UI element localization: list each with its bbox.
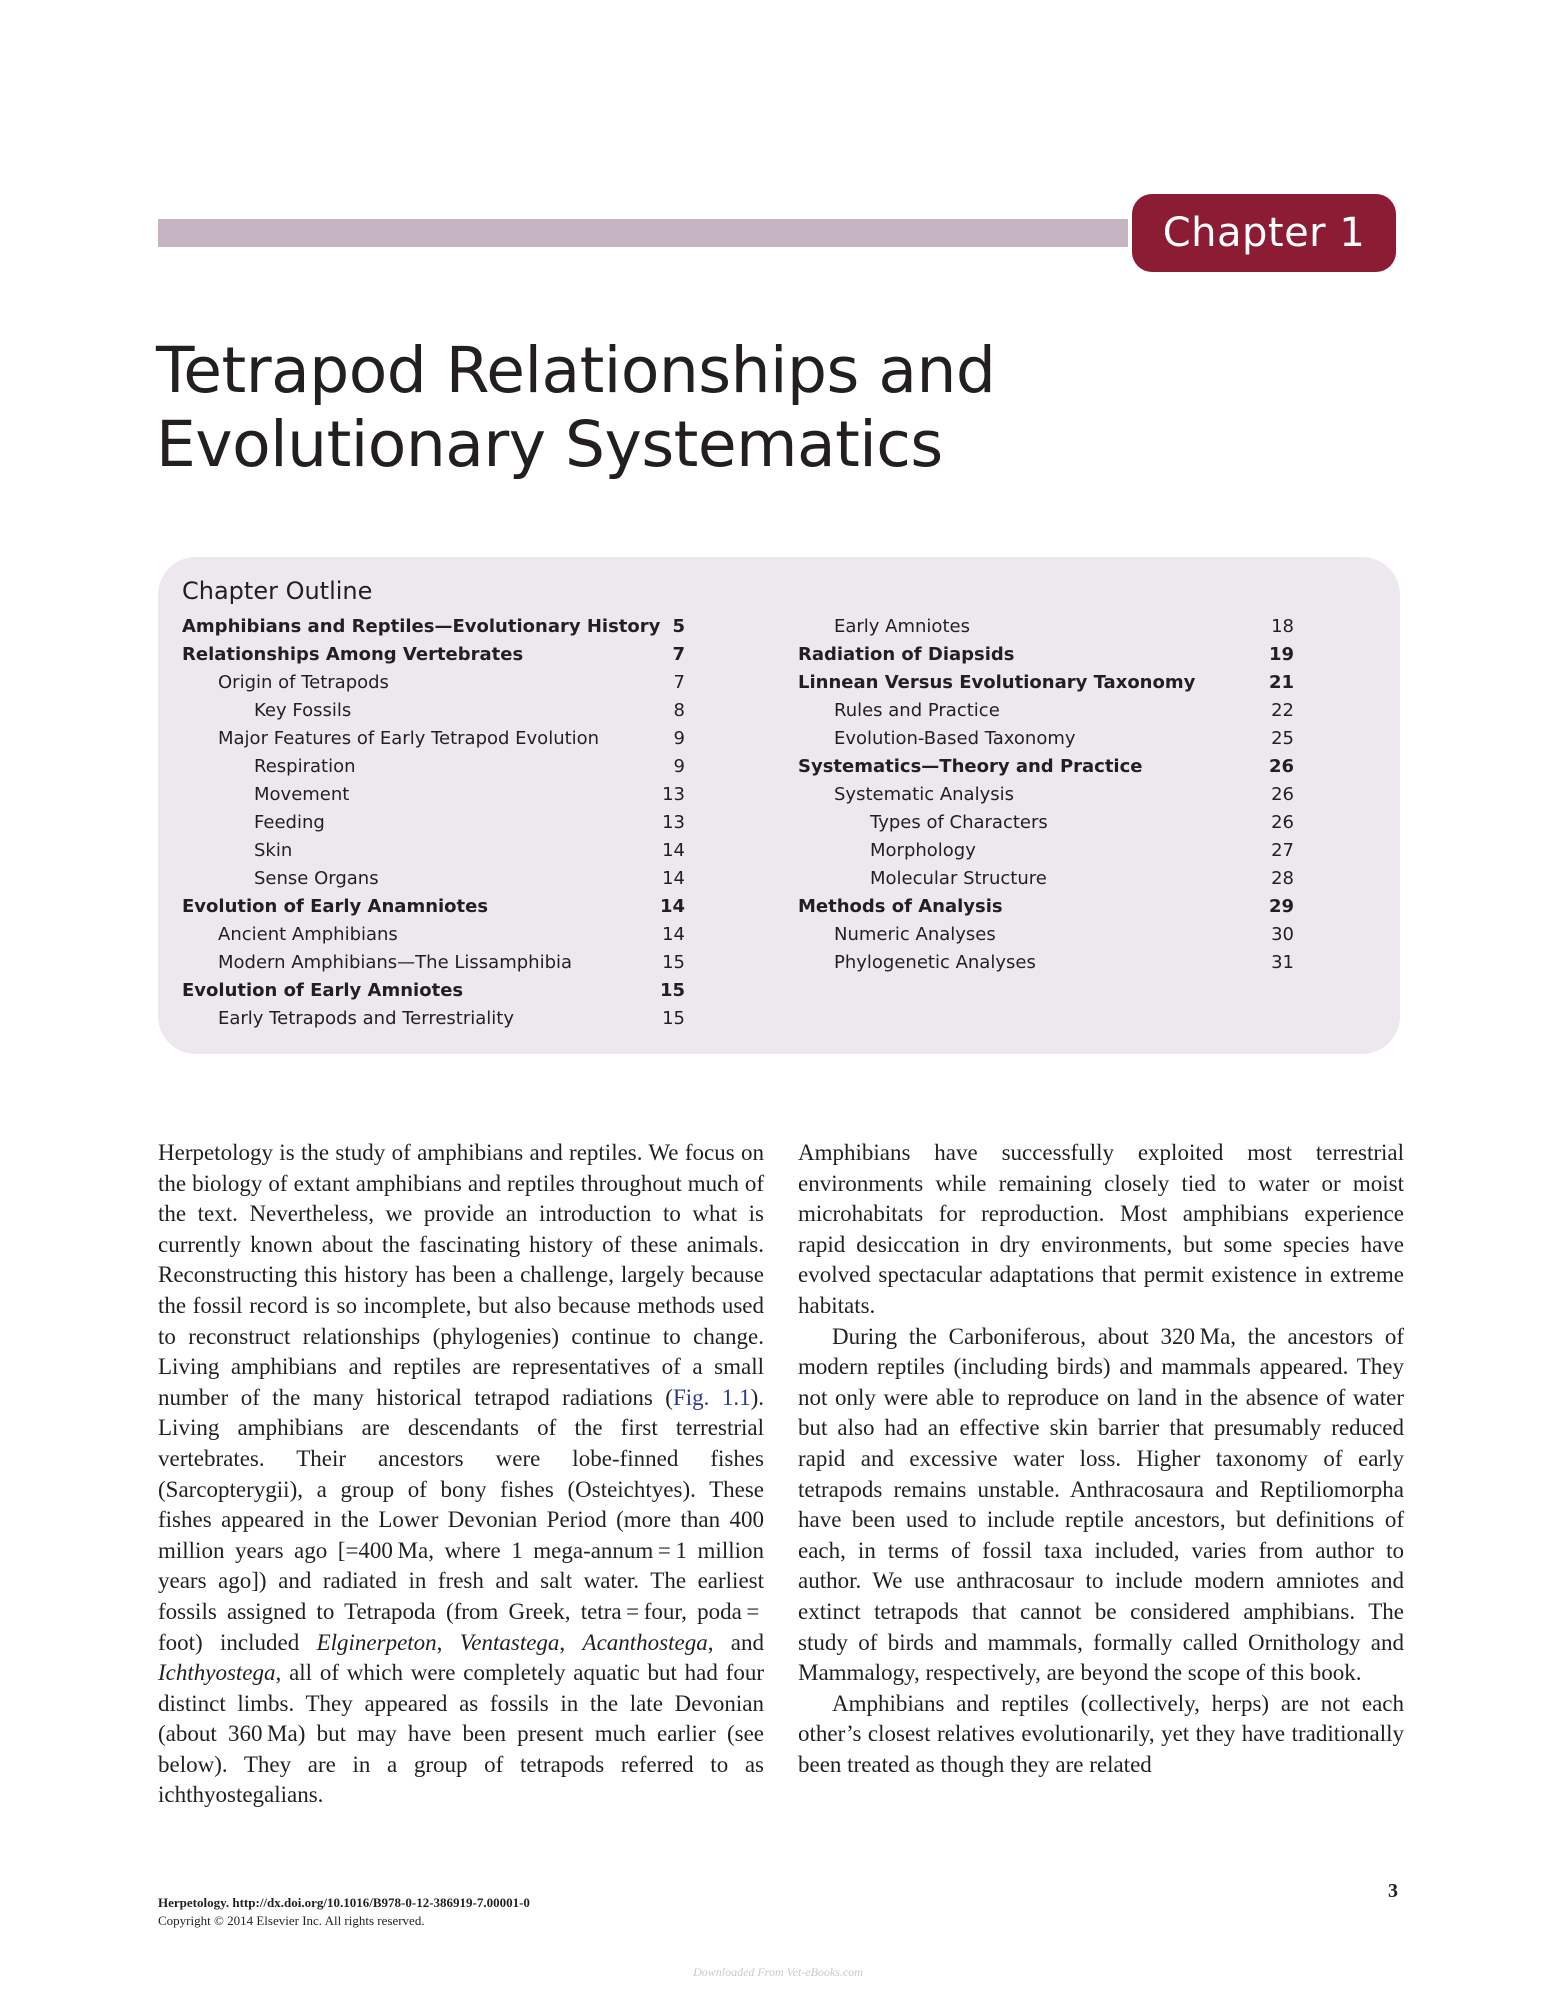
outline-entry[interactable] (798, 613, 1540, 641)
outline-entry[interactable] (798, 865, 1540, 893)
outline-entry-page: 21 (1268, 672, 1294, 693)
outline-right-column (798, 613, 1540, 977)
outline-entry-page: 31 (1271, 952, 1294, 973)
outline-entry[interactable] (798, 697, 1540, 725)
genus-name: Elginerpeton (316, 1629, 437, 1655)
outline-entry-page: 25 (1271, 728, 1294, 749)
outline-entry[interactable] (798, 753, 1540, 781)
outline-entry-page: 14 (662, 924, 685, 945)
chapter-outline-heading: Chapter Outline (182, 577, 373, 605)
outline-entry-label: Key Fossils (254, 700, 352, 721)
body-column-left (158, 1138, 764, 1811)
outline-entry-label: Linnean Versus Evolutionary Taxonomy (798, 672, 1196, 693)
outline-entry-page: 26 (1271, 812, 1294, 833)
outline-entry-page: 5 (672, 616, 685, 637)
outline-entry-page: 30 (1271, 924, 1294, 945)
outline-entry-page: 15 (662, 952, 685, 973)
outline-entry-page: 28 (1271, 868, 1294, 889)
outline-entry[interactable] (798, 837, 1540, 865)
chapter-header-bar (158, 219, 1128, 247)
outline-entry-page: 14 (662, 840, 685, 861)
outline-entry-label: Modern Amphibians—The Lissamphibia (218, 952, 573, 973)
outline-entry-label: Systematic Analysis (834, 784, 1014, 805)
outline-entry[interactable] (182, 977, 921, 1005)
body-paragraph: Amphibians and reptiles (collectively, herps) are not each other’s closest relatives evolutionarily, yet they have traditionally been treated as though they are related (798, 1690, 1404, 1777)
outline-entry-label: Evolution of Early Anamniotes (182, 896, 489, 917)
outline-entry-page: 14 (662, 868, 685, 889)
outline-entry-label: Ancient Amphibians (218, 924, 398, 945)
outline-entry[interactable] (182, 1005, 921, 1033)
outline-entry-label: Evolution-Based Taxonomy (834, 728, 1076, 749)
body-paragraph: Amphibians have successfully exploited most terrestrial environments while remaining closely tied to water or moist microhabitats for reproduction. Most amphibians experience rapid desiccation in dry environments, but some species have evolved spectacular adaptations that permit existence in extreme habitats. (798, 1140, 1404, 1318)
outline-entry-label: Feeding (254, 812, 325, 833)
outline-entry[interactable] (798, 921, 1540, 949)
outline-entry-label: Early Tetrapods and Terrestriality (218, 1008, 514, 1029)
outline-entry-label: Movement (254, 784, 350, 805)
outline-entry-label: Types of Characters (870, 812, 1048, 833)
outline-entry[interactable] (798, 725, 1540, 753)
outline-entry-page: 14 (659, 896, 685, 917)
outline-entry-label: Numeric Analyses (834, 924, 996, 945)
watermark: Downloaded From Vet-eBooks.com (693, 1965, 863, 1979)
outline-entry-label: Early Amniotes (834, 616, 970, 637)
body-column-right (798, 1138, 1404, 1780)
genus-name: Ichthyostega (158, 1660, 276, 1686)
outline-entry-label: Evolution of Early Amniotes (182, 980, 464, 1001)
outline-entry-page: 9 (673, 728, 685, 749)
outline-entry[interactable] (798, 781, 1540, 809)
figure-reference-link[interactable]: Fig. 1.1 (672, 1384, 751, 1410)
chapter-title-line-2: Evolutionary Systematics (156, 408, 943, 481)
outline-entry[interactable] (798, 641, 1540, 669)
outline-entry-page: 9 (673, 756, 685, 777)
outline-entry-label: Origin of Tetrapods (218, 672, 389, 693)
outline-entry-label: Systematics—Theory and Practice (798, 756, 1143, 777)
outline-entry-label: Skin (254, 840, 293, 861)
outline-entry-page: 13 (662, 784, 685, 805)
genus-name: Ventastega (459, 1629, 560, 1655)
outline-entry-label: Phylogenetic Analyses (834, 952, 1036, 973)
outline-entry-page: 22 (1271, 700, 1294, 721)
footer-doi[interactable]: Herpetology. http://dx.doi.org/10.1016/B978-0-12-386919-7.00001-0 (158, 1895, 530, 1910)
outline-entry-label: Major Features of Early Tetrapod Evolution (218, 728, 600, 749)
outline-entry[interactable] (798, 949, 1540, 977)
outline-entry-page: 15 (659, 980, 685, 1001)
outline-entry-label: Methods of Analysis (798, 896, 1003, 917)
outline-entry-page: 26 (1268, 756, 1294, 777)
outline-entry-label: Respiration (254, 756, 356, 777)
outline-entry-page: 8 (673, 700, 685, 721)
outline-entry-page: 19 (1268, 644, 1294, 665)
outline-entry-page: 7 (672, 644, 685, 665)
genus-name: Acanthostega (582, 1629, 708, 1655)
outline-entry-label: Morphology (870, 840, 976, 861)
chapter-outline-box (158, 557, 1400, 1054)
outline-entry-page: 18 (1271, 616, 1294, 637)
outline-entry-page: 15 (662, 1008, 685, 1029)
outline-entry-page: 27 (1271, 840, 1294, 861)
page-number: 3 (1388, 1880, 1398, 1902)
outline-entry-page: 26 (1271, 784, 1294, 805)
outline-entry[interactable] (798, 893, 1540, 921)
outline-entry-page: 29 (1268, 896, 1294, 917)
outline-entry-page: 13 (662, 812, 685, 833)
body-paragraph: Herpetology is the study of amphibians and reptiles. We focus on the biology of extant amphibians and reptiles throughout much of the text. Nevertheless, we provide an introduction to what is currently known about the fascinating history of these animals. Reconstructing this history has been a challenge, largely because the fossil record is so incomplete, but also because methods used to reconstruct relationships (phylogenies) continue to change. Living amphibians and reptiles are representatives of a small number of the many historical tetrapod radiations (Fig. 1.1). Living amphibians are descendants of the first terrestrial vertebrates. Their ancestors were lobe-finned fishes (Sarcopterygii), a group of bony fishes (Osteichtyes). These fishes appeared in the Lower Devonian Period (more than 400 million years ago [=400 Ma, where 1 mega-annum = 1 million years ago]) and radiated in fresh and salt water. The earliest fossils assigned to Tetrapoda (from Greek, tetra = four, poda = foot) included Elginerpeton, Ventastega, Acanthostega, and Ichthyostega, all of which were completely aquatic but had four distinct limbs. They appeared as fossils in the late Devonian (about 360 Ma) but may have been present much earlier (see below). They are in a group of tetrapods referred to as ichthyostegalians. (158, 1140, 765, 1808)
outline-entry-page: 7 (673, 672, 685, 693)
outline-entry-label: Sense Organs (254, 868, 379, 889)
chapter-title (156, 334, 1356, 482)
outline-entry-label: Rules and Practice (834, 700, 1000, 721)
footer-copyright: Copyright © 2014 Elsevier Inc. All rights reserved. (158, 1913, 425, 1928)
body-paragraph: During the Carboniferous, about 320 Ma, the ancestors of modern reptiles (including birds) and mammals appeared. They not only were able to reproduce on land in the absence of water but also had an effective skin barrier that presumably reduced rapid and excessive water loss. Higher taxonomy of early tetrapods remains unstable. Anthracosaura and Reptiliomorpha have been used to include reptile ancestors, but definitions of each, in terms of fossil taxa included, varies from author to author. We use anthracosaur to include modern amniotes and extinct tetrapods that cannot be considered amphibians. The study of birds and mammals, formally called Ornithology and Mammalogy, respectively, are beyond the scope of this book. (798, 1323, 1404, 1686)
outline-entry-label: Amphibians and Reptiles—Evolutionary History (182, 616, 661, 637)
outline-entry-label: Molecular Structure (870, 868, 1047, 889)
chapter-label: Chapter 1 (1132, 194, 1396, 272)
outline-entry[interactable] (798, 809, 1540, 837)
outline-entry-label: Radiation of Diapsids (798, 644, 1015, 665)
outline-entry-label: Relationships Among Vertebrates (182, 644, 524, 665)
outline-entry[interactable] (798, 669, 1540, 697)
chapter-title-line-1: Tetrapod Relationships and (156, 334, 996, 407)
